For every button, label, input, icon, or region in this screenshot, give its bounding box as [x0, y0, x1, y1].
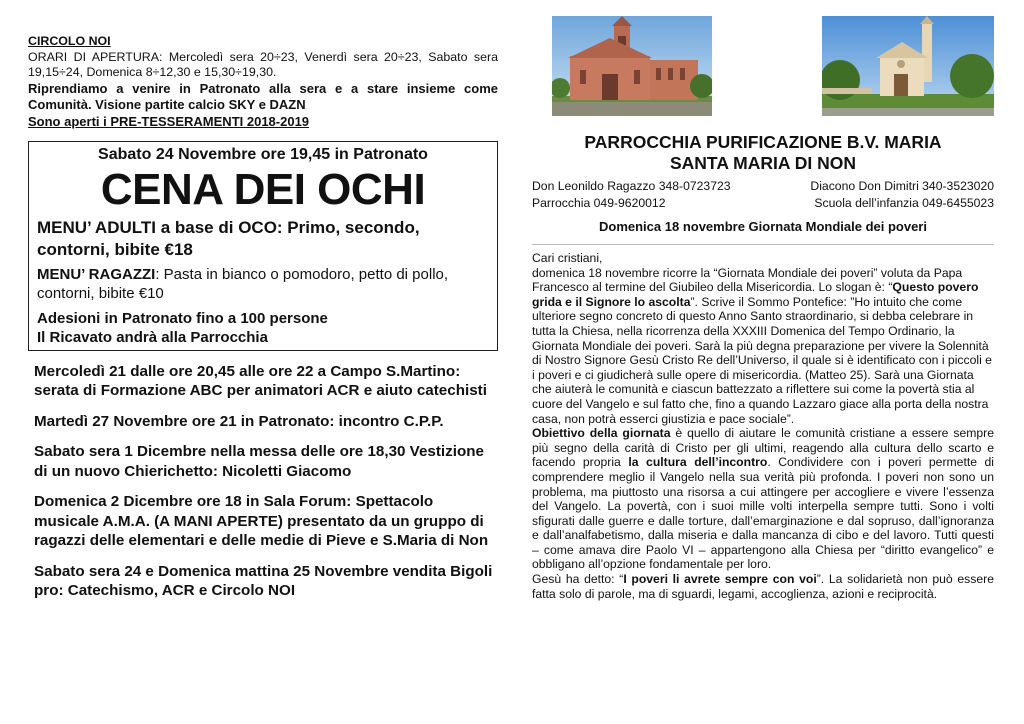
cultura-incontro: la cultura dell’incontro: [628, 455, 768, 470]
event-item: Domenica 2 Dicembre ore 18 in Sala Forum: Spettacolo musicale A.M.A. (A MANI APERTE) presentato da un gruppo di ragazzi delle elementari e delle medie di Pieve e S.Maria di Non: [34, 493, 489, 549]
cena-box: [28, 141, 498, 351]
parish-contacts: [532, 178, 994, 212]
event-item: Sabato sera 1 Dicembre nella messa delle ore 18,30 Vestizione di un nuovo Chierichetto: Nicoletti Giacomo: [34, 443, 484, 480]
article-paragraph-2: [532, 426, 994, 572]
pretesseramenti: Sono aperti i PRE-TESSERAMENTI 2018-2019: [28, 113, 310, 129]
event-item: Mercoledì 21 dalle ore 20,45 alle ore 22 a Campo S.Martino: serata di Formazione ABC per animatori ACR e aiuto catechisti: [34, 362, 487, 399]
contact-parrocchia: Parrocchia 049-9620012: [532, 196, 666, 210]
article-body: [532, 251, 994, 601]
article-text: Gesù ha detto: “: [532, 572, 624, 587]
church-photo-1: [552, 16, 712, 116]
circolo-invite: Riprendiamo a venire in Patronato alla sera e a stare insieme come Comunità. Visione partite calcio SKY e DAZN: [28, 80, 498, 112]
article-text: ”. La solidarietà non può essere fatta solo di parole, ma di sguardi, legami, accoglienza, azioni e reciprocità.: [532, 572, 994, 601]
parish-title-1: PARROCCHIA PURIFICAZIONE B.V. MARIA: [584, 132, 942, 152]
ricavato: Il Ricavato andrà alla Parrocchia: [37, 328, 268, 346]
menu-adulti: MENU’ ADULTI a base di OCO: Primo, secondo, contorni, bibite €18: [37, 217, 420, 259]
contact-scuola: Scuola dell’infanzia 049-6455023: [814, 196, 994, 210]
obiettivo-label: Obiettivo della giornata: [532, 426, 671, 441]
menu-ragazzi-text: : Pasta in bianco o pomodoro, petto di pollo, contorni, bibite €10: [37, 265, 449, 302]
contact-diacono: Diacono Don Dimitri 340-3523020: [810, 179, 994, 193]
article-paragraph-1: [532, 266, 994, 427]
photos: [532, 16, 994, 116]
quote-poveri: I poveri li avrete sempre con voi: [623, 572, 817, 587]
circolo-title: CIRCOLO NOI: [28, 34, 111, 48]
cena-title: CENA DEI OCHI: [100, 164, 426, 214]
article-paragraph-3: [532, 572, 994, 601]
circolo-hours: ORARI DI APERTURA: Mercoledì sera 20÷23, Venerdì sera 20÷23, Sabato sera 19,15÷24, Domenica 8÷12,30 e 15,30÷19,30.: [28, 49, 498, 79]
adesioni: Adesioni in Patronato fino a 100 persone: [37, 309, 328, 327]
parish-title-2: SANTA MARIA DI NON: [669, 153, 856, 173]
article-text: è quello di aiutare le comunità cristiane a essere sempre più segno della carità di Cristo per gli ultimi, reagendo alla cultura dello scarto e facendo propria: [532, 426, 995, 470]
cena-date: Sabato 24 Novembre ore 19,45 in Patronato: [98, 145, 428, 163]
contact-don: Don Leonildo Ragazzo 348-0723723: [532, 179, 731, 193]
slogan: Questo povero grida e il Signore lo ascolta: [532, 280, 979, 309]
left-column: [28, 34, 498, 601]
article-text: ”. Scrive il Sommo Pontefice: ”Ho intuito che come ulteriore segno concreto di questo Anno Santo straordinario, si debba celebrare in tutta la Chiesa, nella ricorrenza della XXXIII Domenica del Tempo Ordinario, la Giornata Mondiale dei poveri. Sarà la più degna preparazione per vivere la Solennità di Nostro Signore Gesù Cristo Re dell’Universo, il quale si è identificato con i piccoli e i poveri e ci giudicherà sulle opere di misericordia. (Matteo 25). Sarà una Giornata che aiuterà le comunità e ciascun battezzato a riflettere sui come la povertà stia al cuore del Vangelo e sul fatto che, fino a quando Lazzaro giace alla porta della nostra casa, non potrà esserci giustizia e pace sociale”.: [532, 294, 992, 426]
event-item: Sabato sera 24 e Domenica mattina 25 Novembre vendita Bigoli pro: Catechismo, ACR e Circolo NOI: [34, 562, 493, 599]
article-text: . Condividere con i poveri permette di comprendere meglio il Vangelo nella sua verità più profonda. I poveri non sono un problema, ma piuttosto una risorsa a cui attingere per accogliere e vivere l’essenza del Vangelo. La povertà, con i suoi mille volti interpella sempre tutti. Sono i volti sfigurati dalle guerre e dalle torture, dall’emarginazione e dal sopruso, dall’ignoranza e dall’analfabetismo, dalla miseria e dalla mancanza di cibo e del lavoro. Tutti questi – come amava dire Paolo VI – appartengono alla Chiesa per “diritto evangelico” e obbligano all’opzione fondamentale per loro.: [532, 455, 994, 572]
right-column: [532, 16, 994, 601]
menu-ragazzi-label: MENU’ RAGAZZI: [37, 265, 156, 283]
article-title: Domenica 18 novembre Giornata Mondiale dei poveri: [532, 219, 994, 245]
article-greeting: Cari cristiani,: [532, 251, 603, 265]
church-photo-2: [822, 16, 994, 116]
event-item: Martedì 27 Novembre ore 21 in Patronato: incontro C.P.P.: [34, 412, 444, 430]
article-text: domenica 18 novembre ricorre la “Giornata Mondiale dei poveri” voluta da Papa Francesco al termine del Giubileo della Misericordia. Lo slogan è: “: [532, 265, 963, 295]
menu-ragazzi: [37, 265, 489, 303]
